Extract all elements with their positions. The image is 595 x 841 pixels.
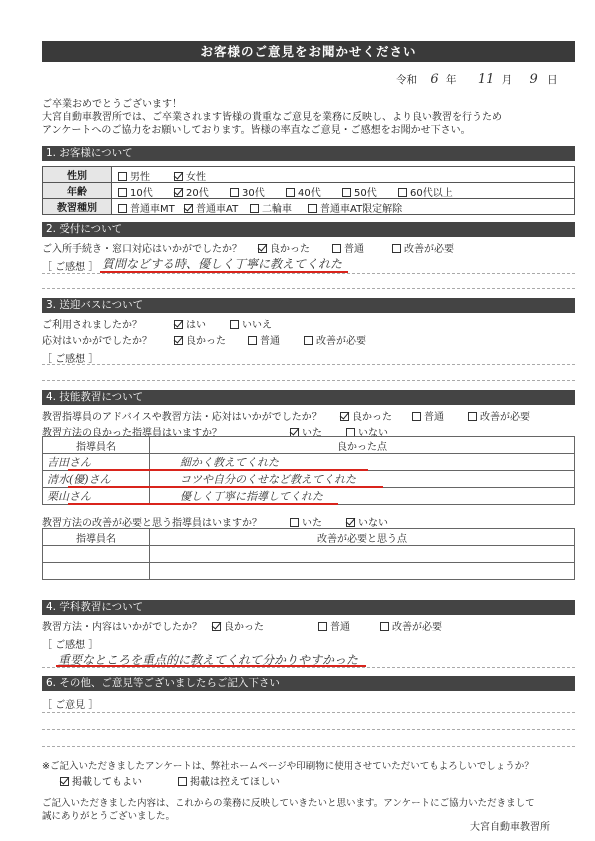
instructor-name-cell[interactable]: [43, 563, 150, 580]
course-label: 教習種別: [43, 199, 112, 215]
writing-line: [42, 729, 575, 730]
bus-usage-question: ご利用されましたか？: [42, 320, 142, 331]
reception-question: ご入所手続き・窓口対応はいかがでしたか？: [42, 244, 242, 255]
checkbox-checked-icon[interactable]: [184, 204, 193, 213]
checkbox-checked-icon[interactable]: [174, 320, 183, 329]
other-comment-label: ［ ご意見 ］: [42, 700, 99, 711]
option-label: 掲載は控えてほしい: [190, 777, 280, 788]
option-label: いた: [302, 518, 322, 529]
instructor-name-cell[interactable]: 吉田さん: [43, 454, 150, 471]
option-label: 普通: [424, 412, 444, 423]
section-3-heading: 3. 送迎バスについて: [42, 298, 575, 313]
customer-info-table: [42, 166, 575, 215]
option-label: 改善が必要: [404, 244, 454, 255]
age-50s-option[interactable]: [342, 184, 377, 199]
writing-line: [42, 288, 575, 289]
skill-improve-option[interactable]: [468, 408, 530, 423]
improve-instructor-no-option[interactable]: [346, 514, 388, 529]
academic-normal-option[interactable]: [318, 618, 350, 633]
instructor-name-header: 指導員名: [43, 529, 150, 546]
bus-service-good-option[interactable]: [174, 332, 226, 347]
writing-line: [42, 273, 575, 274]
option-label: 良かった: [224, 622, 264, 633]
option-label: 普通車AT限定解除: [320, 204, 403, 215]
academic-good-option[interactable]: [212, 618, 264, 633]
age-60s-option[interactable]: [398, 184, 453, 199]
checkbox-icon[interactable]: [118, 204, 127, 213]
instructor-name-cell[interactable]: 清水(優)さん: [43, 471, 150, 488]
instructor-name-header: 指導員名: [43, 437, 150, 454]
checkbox-icon[interactable]: [342, 188, 351, 197]
age-options: [112, 183, 575, 199]
option-label: 良かった: [352, 412, 392, 423]
checkbox-icon[interactable]: [304, 336, 313, 345]
age-10s-option[interactable]: [118, 184, 153, 199]
skill-good-option[interactable]: [340, 408, 392, 423]
checkbox-checked-icon[interactable]: [258, 244, 267, 253]
red-underline: [68, 486, 383, 488]
reception-comment-label: ［ ご感想 ］: [42, 262, 99, 273]
checkbox-icon[interactable]: [332, 244, 341, 253]
writing-line: [42, 364, 575, 365]
option-label: いた: [302, 428, 322, 439]
skill-normal-option[interactable]: [412, 408, 444, 423]
academic-question: 教習方法・内容はいかがでしたか？: [42, 622, 202, 633]
red-underline: [68, 469, 368, 471]
checkbox-checked-icon[interactable]: [346, 518, 355, 527]
option-label: 男性: [130, 172, 150, 183]
improve-point-header: 改善が必要と思う点: [150, 529, 575, 546]
date-year[interactable]: 6: [430, 72, 439, 87]
bus-usage-no-option[interactable]: [230, 316, 272, 331]
good-point-header: 良かった点: [150, 437, 575, 454]
checkbox-icon[interactable]: [308, 204, 317, 213]
checkbox-icon[interactable]: [178, 777, 187, 786]
checkbox-icon[interactable]: [230, 188, 239, 197]
age-label: 年齢: [43, 183, 112, 199]
bus-usage-yes-option[interactable]: [174, 316, 206, 331]
option-label: 掲載してもよい: [72, 777, 142, 788]
option-label: 良かった: [186, 336, 226, 347]
reception-good-option[interactable]: [258, 240, 310, 255]
school-name: 大宮自動車教習所: [470, 822, 550, 833]
section-4-heading: 4. 技能教習について: [42, 390, 575, 405]
checkbox-icon[interactable]: [118, 188, 127, 197]
option-label: 二輪車: [262, 204, 292, 215]
checkbox-checked-icon[interactable]: [212, 622, 221, 631]
checkbox-icon[interactable]: [290, 518, 299, 527]
checkbox-icon[interactable]: [412, 412, 421, 421]
option-label: いいえ: [242, 320, 272, 331]
bus-comment-label: ［ ご感想 ］: [42, 354, 99, 365]
intro-line-1: ご卒業おめでとうございます！: [42, 99, 182, 110]
checkbox-icon[interactable]: [380, 622, 389, 631]
section-2-heading: 2. 受付について: [42, 222, 575, 237]
academic-comment-text[interactable]: 重要なところを重点的に教えてくれて分かりやすかった: [58, 653, 359, 667]
writing-line: [42, 746, 575, 747]
option-label: いない: [358, 518, 388, 529]
option-label: 改善が必要: [392, 622, 442, 633]
bus-service-question: 応対はいかがでしたか？: [42, 336, 152, 347]
course-at-option[interactable]: [184, 200, 238, 215]
gender-options: [112, 167, 575, 183]
writing-line: [42, 667, 575, 668]
checkbox-checked-icon[interactable]: [340, 412, 349, 421]
table-header-row: [43, 437, 575, 454]
date-era: 令和: [396, 74, 417, 86]
good-point-cell[interactable]: 優しく丁寧に指導してくれた: [150, 488, 575, 505]
option-label: 普通車AT: [196, 204, 239, 215]
closing-line-1: ご記入いただきました内容は、これからの業務に反映していきたいと思います。アンケートにご協力いただきまして: [42, 798, 535, 809]
checkbox-icon[interactable]: [248, 336, 257, 345]
option-label: 10代: [130, 188, 153, 199]
course-at-release-option[interactable]: [308, 200, 402, 215]
option-label: 改善が必要: [480, 412, 530, 423]
improve-instructor-yes-option[interactable]: [290, 514, 322, 529]
permission-question: ※ご記入いただきましたアンケートは、弊社ホームページや印刷物に使用させていただいてもよろしいでしょうか？: [42, 761, 534, 772]
section-6-heading: 6. その他、ご意見等ございましたらご記入下さい: [42, 676, 575, 691]
option-label: 改善が必要: [316, 336, 366, 347]
checkbox-icon[interactable]: [468, 412, 477, 421]
good-point-cell[interactable]: 細かく教えてくれた: [150, 454, 575, 471]
course-mt-option[interactable]: [118, 200, 175, 215]
instructor-name-cell[interactable]: 栗山さん: [43, 488, 150, 505]
academic-comment-label: ［ ご感想 ］: [42, 640, 99, 651]
option-label: 60代以上: [410, 188, 453, 199]
writing-line: [42, 380, 575, 381]
checkbox-icon[interactable]: [318, 622, 327, 631]
bus-service-improve-option[interactable]: [304, 332, 366, 347]
option-label: いない: [358, 428, 388, 439]
option-label: はい: [186, 320, 206, 331]
gender-label: 性別: [43, 167, 112, 183]
course-options: [112, 199, 575, 215]
table-row: [43, 488, 575, 505]
closing-line-2: 誠にありがとうございました。: [42, 811, 176, 822]
bus-service-normal-option[interactable]: [248, 332, 280, 347]
gender-male-option[interactable]: [118, 168, 150, 183]
reception-normal-option[interactable]: [332, 240, 364, 255]
option-label: 普通: [344, 244, 364, 255]
skill-instructor-question: 教習指導員のアドバイスや教習方法・応対はいかがでしたか？: [42, 412, 322, 423]
academic-improve-option[interactable]: [380, 618, 442, 633]
option-label: 50代: [354, 188, 377, 199]
date-month[interactable]: 11: [477, 72, 495, 87]
checkbox-checked-icon[interactable]: [60, 777, 69, 786]
writing-line: [42, 712, 575, 713]
section-1-heading: 1. お客様について: [42, 146, 575, 161]
intro-line-3: アンケートへのご協力をお願いしております。皆様の率直なご意見・ご感想をお聞かせ下さい。: [42, 125, 471, 136]
improve-point-cell[interactable]: [150, 546, 575, 563]
date-day-unit: 日: [547, 74, 558, 86]
section-5-heading: 4. 学科教習について: [42, 600, 575, 615]
checkbox-checked-icon[interactable]: [174, 336, 183, 345]
checkbox-icon[interactable]: [286, 188, 295, 197]
checkbox-icon[interactable]: [250, 204, 259, 213]
option-label: 普通: [260, 336, 280, 347]
checkbox-checked-icon[interactable]: [174, 172, 183, 181]
intro-line-2: 大宮自動車教習所では、ご卒業されます皆様の貴重なご意見を業務に反映し、より良い教習を行うため: [42, 112, 502, 123]
table-row: [43, 454, 575, 471]
option-label: 40代: [298, 188, 321, 199]
date-line: [396, 72, 558, 87]
improve-instructor-question: 教習方法の改善が必要と思う指導員はいますか？: [42, 518, 262, 529]
date-year-unit: 年: [445, 74, 457, 86]
age-40s-option[interactable]: [286, 184, 321, 199]
table-row: [43, 546, 575, 563]
good-point-cell[interactable]: コツや自分のくせなど教えてくれた: [150, 471, 575, 488]
option-label: 良かった: [270, 244, 310, 255]
option-label: 30代: [242, 188, 265, 199]
checkbox-icon[interactable]: [398, 188, 407, 197]
age-30s-option[interactable]: [230, 184, 265, 199]
option-label: 普通: [330, 622, 350, 633]
instructor-name-cell[interactable]: [43, 546, 150, 563]
date-day[interactable]: 9: [529, 72, 538, 87]
option-label: 20代: [186, 188, 209, 199]
checkbox-checked-icon[interactable]: [174, 188, 183, 197]
checkbox-icon[interactable]: [118, 172, 127, 181]
improve-point-cell[interactable]: [150, 563, 575, 580]
table-row: [43, 471, 575, 488]
table-header-row: [43, 529, 575, 546]
permission-deny-option[interactable]: [178, 773, 280, 788]
option-label: 女性: [186, 172, 206, 183]
gender-female-option[interactable]: [174, 168, 206, 183]
good-instructor-question: 教習方法の良かった指導員はいますか？: [42, 428, 222, 439]
red-underline: [68, 503, 338, 505]
table-row: [43, 563, 575, 580]
improve-instructor-table: [42, 528, 575, 580]
reception-improve-option[interactable]: [392, 240, 454, 255]
reception-comment-text[interactable]: 質問などする時、優しく丁寧に教えてくれた: [102, 257, 343, 271]
course-bike-option[interactable]: [250, 200, 292, 215]
checkbox-icon[interactable]: [392, 244, 401, 253]
age-20s-option[interactable]: [174, 184, 209, 199]
form-title: お客様のご意見をお聞かせください: [42, 41, 575, 62]
option-label: 普通車MT: [130, 204, 175, 215]
checkbox-icon[interactable]: [230, 320, 239, 329]
permission-allow-option[interactable]: [60, 773, 142, 788]
date-month-unit: 月: [501, 74, 513, 86]
